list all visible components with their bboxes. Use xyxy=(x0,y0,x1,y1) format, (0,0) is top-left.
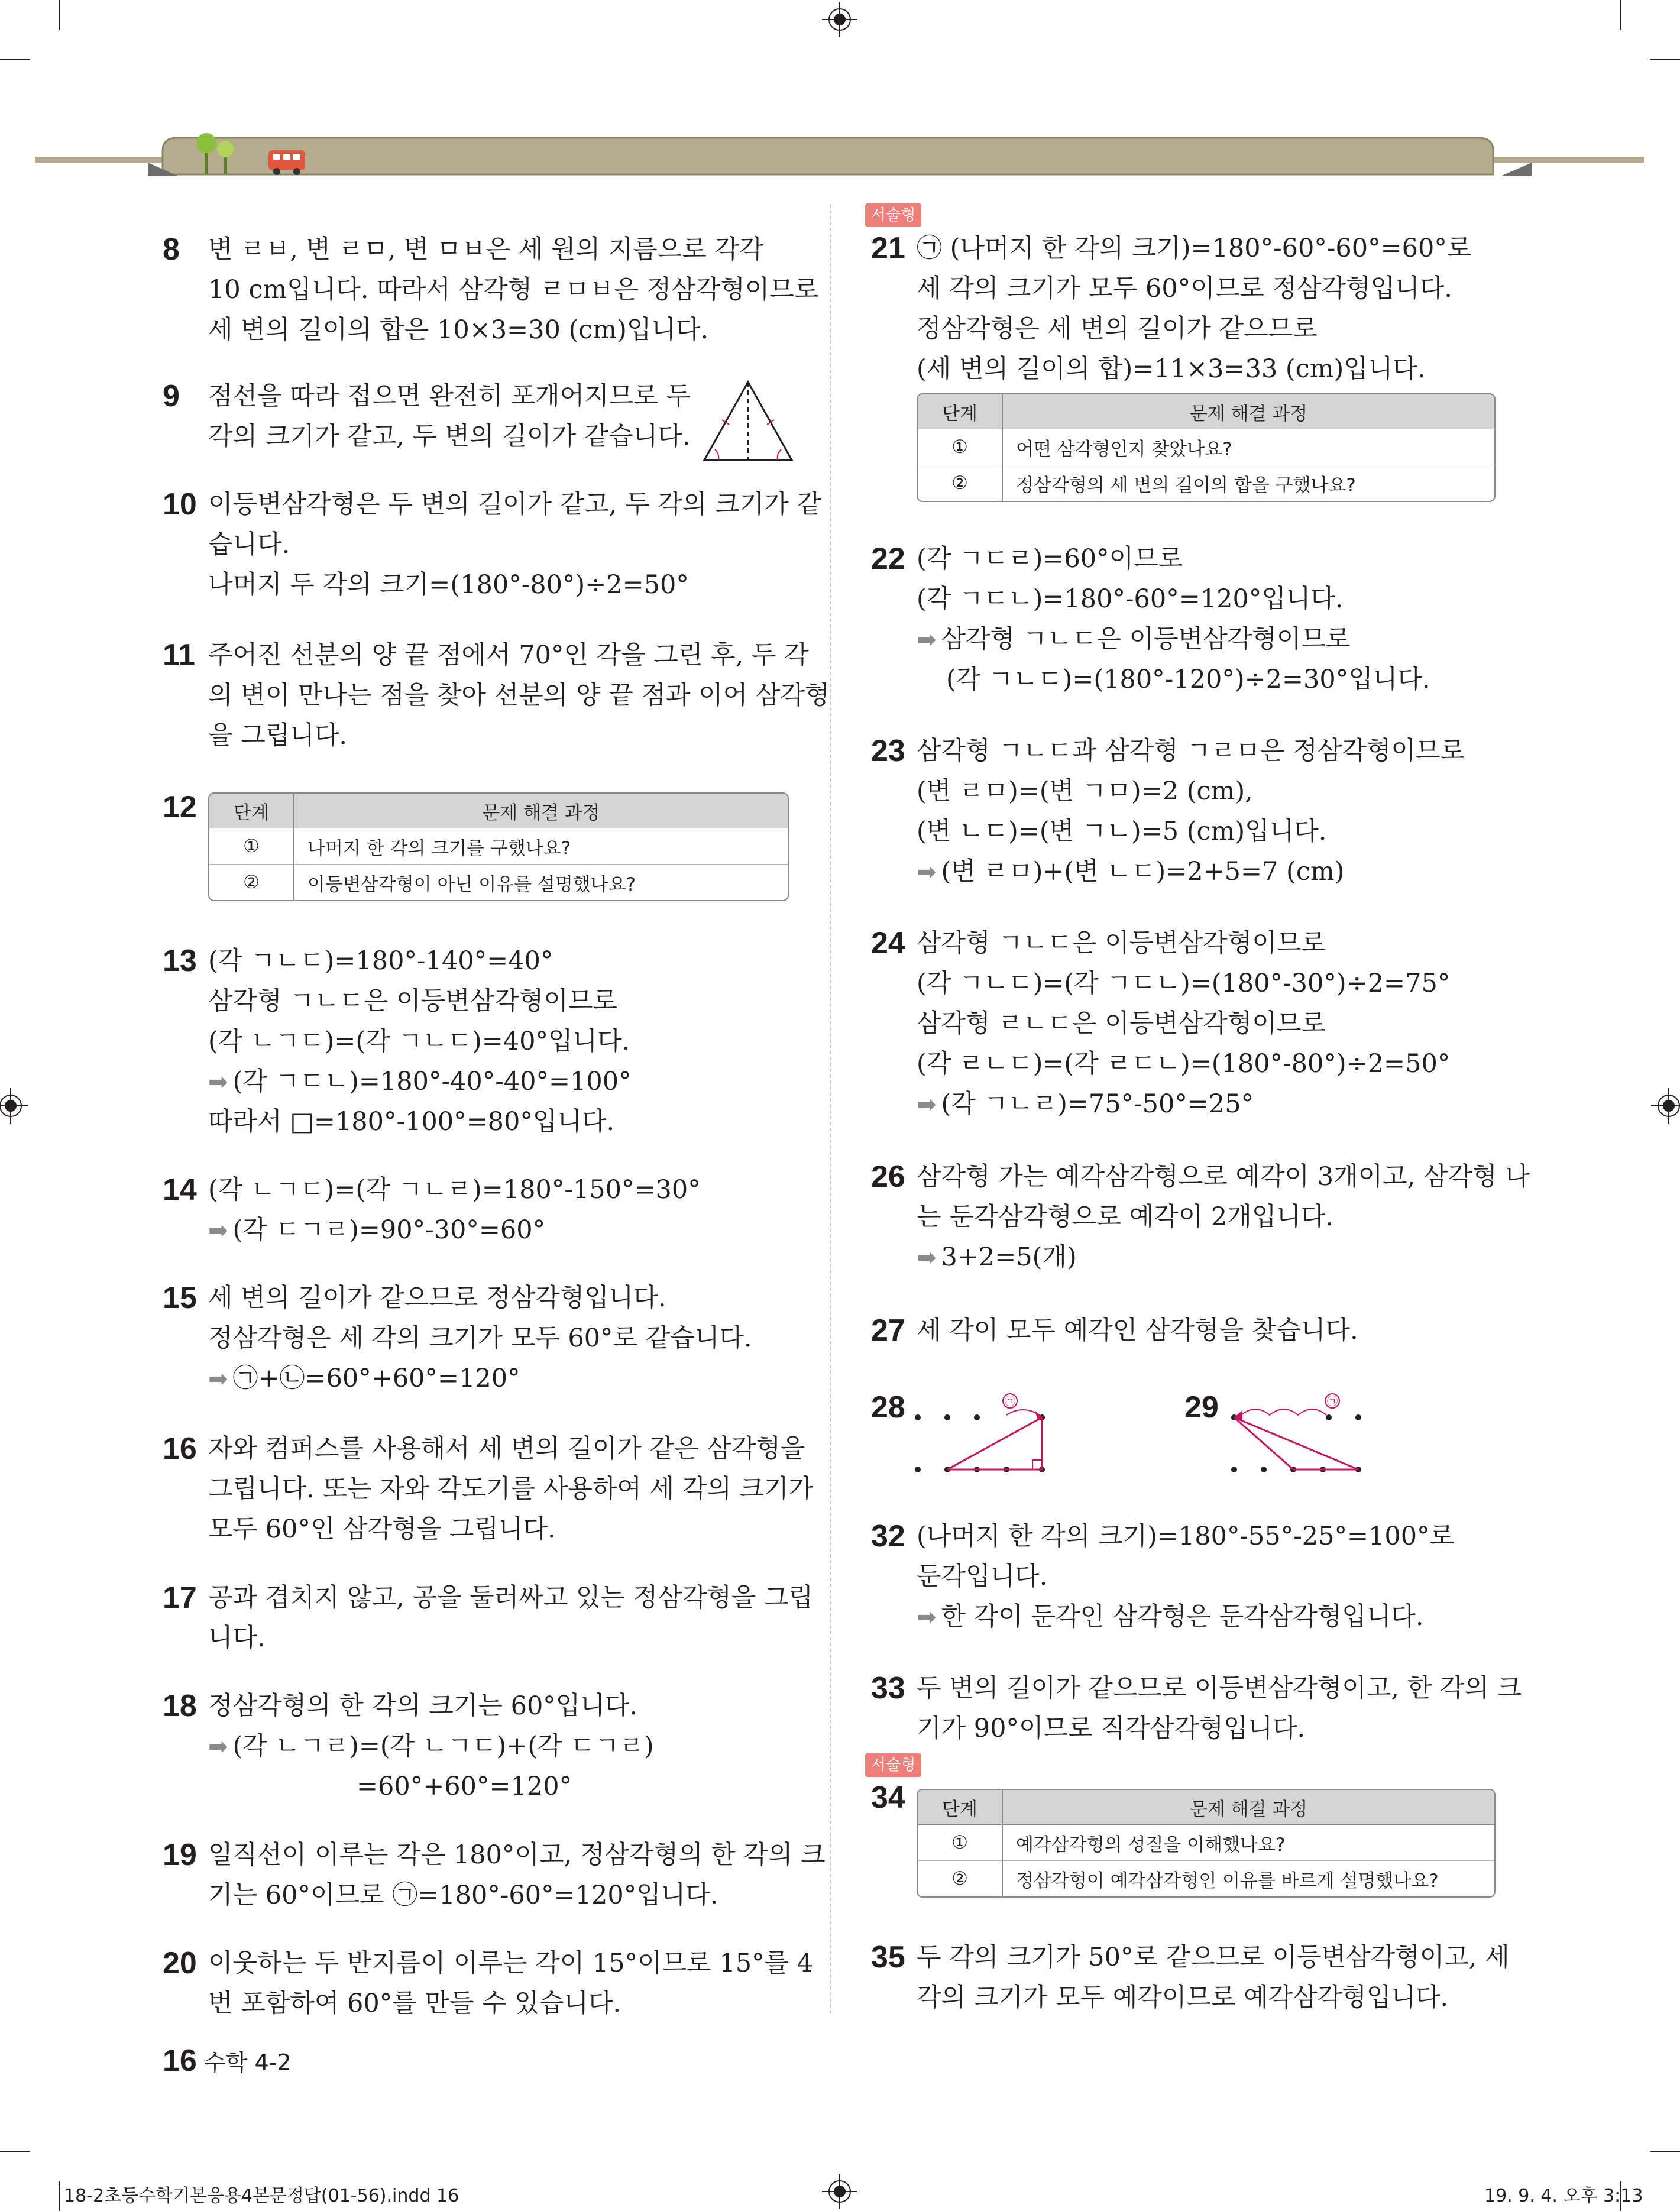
arrow-icon: ➡ xyxy=(917,1244,937,1271)
text-line: 각의 크기가 같고, 두 변의 길이가 같습니다. xyxy=(208,422,691,451)
problem-number: 11 xyxy=(163,638,195,672)
text-line: 10 cm입니다. 따라서 삼각형 ㄹㅁㅂ은 정삼각형이므로 xyxy=(208,275,819,305)
text-line xyxy=(208,1064,632,1100)
text-line: (나머지 한 각의 크기)=180°-55°-25°=100°로 xyxy=(917,1522,1455,1551)
text-line: 그립니다. 또는 자와 각도기를 사용하여 세 각의 크기가 xyxy=(208,1474,814,1504)
text-line: 삼각형 ㄱㄴㄷ과 삼각형 ㄱㄹㅁ은 정삼각형이므로 xyxy=(917,736,1465,766)
arrow-icon: ➡ xyxy=(917,1091,937,1118)
scoring-table xyxy=(917,1789,1496,1898)
page-number: 16 xyxy=(163,2044,197,2078)
table-cell: ① xyxy=(918,1825,1002,1861)
essay-tag: 서술형 xyxy=(865,1753,921,1777)
text-line: 이웃하는 두 반지름이 이루는 각이 15°이므로 15°를 4 xyxy=(208,1948,814,1978)
table-cell: 이등변삼각형이 아닌 이유를 설명했나요? xyxy=(294,865,788,901)
text-line: 모두 60°인 삼각형을 그립니다. xyxy=(208,1514,556,1544)
text-line: =60°+60°=120° xyxy=(357,1772,572,1801)
text-line: 번 포함하여 60°를 만들 수 있습니다. xyxy=(208,1989,621,2018)
text-line: 변 ㄹㅂ, 변 ㄹㅁ, 변 ㅁㅂ은 세 원의 지름으로 각각 xyxy=(208,235,764,264)
problem-number: 33 xyxy=(871,1671,905,1705)
text-line: 두 변의 길이가 같으므로 이등변삼각형이고, 한 각의 크 xyxy=(917,1673,1522,1703)
page-label: 수학 4-2 xyxy=(204,2050,292,2076)
problem-number: 19 xyxy=(163,1838,197,1872)
isosceles-triangle-figure xyxy=(701,378,795,467)
text-line: 따라서 □=180°-100°=80°입니다. xyxy=(208,1107,615,1137)
problem-number: 14 xyxy=(163,1173,197,1207)
table-row xyxy=(918,465,1494,501)
problem-number: 13 xyxy=(163,944,197,978)
arrow-icon: ➡ xyxy=(208,1217,228,1244)
text-line xyxy=(208,1728,654,1765)
table-cell: ② xyxy=(918,1861,1002,1897)
table-header: 단계 xyxy=(918,1790,1002,1825)
text-span: ㉠+㉡=60°+60°=120° xyxy=(232,1364,520,1393)
text-line xyxy=(208,1212,545,1248)
text-line xyxy=(208,1361,520,1397)
text-span: (변 ㄹㅁ)+(변 ㄴㄷ)=2+5=7 (cm) xyxy=(941,857,1345,886)
problem-number: 15 xyxy=(163,1281,197,1315)
text-line: 니다. xyxy=(208,1623,266,1653)
text-span: (각 ㄱㄷㄴ)=180°-40°-40°=100° xyxy=(232,1067,632,1096)
text-line: 세 각이 모두 예각인 삼각형을 찾습니다. xyxy=(917,1316,1358,1345)
problem-number: 28 xyxy=(871,1390,905,1425)
text-span: 한 각이 둔각인 삼각형은 둔각삼각형입니다. xyxy=(941,1602,1424,1631)
footer-date: 19. 9. 4. 오후 3:13 xyxy=(1484,2186,1643,2206)
problem-number: 23 xyxy=(871,734,905,768)
text-line: 삼각형 ㄹㄴㄷ은 이등변삼각형이므로 xyxy=(917,1009,1326,1038)
text-line: 이등변삼각형은 두 변의 길이가 같고, 두 각의 크기가 같 xyxy=(208,490,821,519)
problem-number: 21 xyxy=(871,231,905,266)
text-line xyxy=(917,854,1344,890)
problem-number: 12 xyxy=(163,790,197,824)
problem-number: 17 xyxy=(163,1581,197,1615)
arrow-icon: ➡ xyxy=(208,1069,228,1096)
text-line: 자와 컴퍼스를 사용해서 세 변의 길이가 같은 삼각형을 xyxy=(208,1434,805,1464)
table-cell: 예각삼각형의 성질을 이해했나요? xyxy=(1002,1825,1494,1861)
text-line xyxy=(917,1086,1254,1122)
text-line: 공과 겹치지 않고, 공을 둘러싸고 있는 정삼각형을 그립 xyxy=(208,1583,814,1613)
scoring-table xyxy=(917,393,1496,502)
table-cell: ① xyxy=(918,429,1002,465)
problem-number: 26 xyxy=(871,1160,905,1194)
table-row xyxy=(918,1861,1494,1897)
text-line: 세 변의 길이의 합은 10×3=30 (cm)입니다. xyxy=(208,315,709,345)
problem-number: 34 xyxy=(871,1781,905,1815)
text-line: 기가 90°이므로 직각삼각형입니다. xyxy=(917,1714,1306,1743)
arrow-icon: ➡ xyxy=(917,1604,937,1631)
table-header: 문제 해결 과정 xyxy=(1002,1790,1494,1825)
text-line: (변 ㄹㅁ)=(변 ㄱㅁ)=2 (cm), xyxy=(917,776,1253,806)
text-line xyxy=(917,1239,1077,1276)
table-header: 문제 해결 과정 xyxy=(1002,394,1494,429)
text-span: (각 ㄴㄱㄹ)=(각 ㄴㄱㄷ)+(각 ㄷㄱㄹ) xyxy=(232,1731,654,1761)
arrow-icon: ➡ xyxy=(917,859,937,886)
text-line: ㉠ (나머지 한 각의 크기)=180°-60°-60°=60°로 xyxy=(917,234,1472,263)
text-line: 삼각형 가는 예각삼각형으로 예각이 3개이고, 삼각형 나 xyxy=(917,1162,1530,1192)
text-line: 기는 60°이므로 ㉠=180°-60°=120°입니다. xyxy=(208,1880,718,1910)
text-line: 삼각형 ㄱㄴㄷ은 이등변삼각형이므로 xyxy=(208,986,617,1016)
text-line: 세 변의 길이가 같으므로 정삼각형입니다. xyxy=(208,1283,666,1313)
problem-number: 16 xyxy=(163,1432,197,1466)
problem-number: 10 xyxy=(163,487,197,522)
text-line: 는 둔각삼각형으로 예각이 2개입니다. xyxy=(917,1202,1334,1232)
obtuse-triangle-figure xyxy=(1227,1387,1381,1487)
arrow-icon: ➡ xyxy=(917,626,937,653)
problem-number: 35 xyxy=(871,1940,905,1974)
problem-number: 27 xyxy=(871,1313,905,1348)
table-header: 단계 xyxy=(918,394,1002,429)
problem-number: 24 xyxy=(871,926,905,960)
table-cell: 정삼각형이 예각삼각형인 이유를 바르게 설명했나요? xyxy=(1002,1861,1494,1897)
text-line: (각 ㄴㄱㄷ)=(각 ㄱㄴㄹ)=180°-150°=30° xyxy=(208,1175,701,1205)
text-line: 삼각형 ㄱㄴㄷ은 이등변삼각형이므로 xyxy=(917,928,1326,958)
text-line: 습니다. xyxy=(208,530,290,559)
table-row xyxy=(918,429,1494,465)
text-line: 을 그립니다. xyxy=(208,721,348,750)
text-line xyxy=(917,621,1350,658)
table-header: 문제 해결 과정 xyxy=(294,794,788,828)
figure-label: ㉠ xyxy=(1327,1396,1338,1408)
problem-number: 22 xyxy=(871,542,905,576)
text-line: (각 ㄱㄴㄷ)=(각 ㄱㄷㄴ)=(180°-30°)÷2=75° xyxy=(917,969,1451,998)
problem-number: 32 xyxy=(871,1519,905,1553)
scoring-table xyxy=(208,792,789,901)
text-line: 정삼각형의 한 각의 크기는 60°입니다. xyxy=(208,1691,638,1721)
text-line: (각 ㄱㄷㄴ)=180°-60°=120°입니다. xyxy=(917,584,1344,614)
arrow-icon: ➡ xyxy=(208,1733,228,1760)
table-cell: 정삼각형의 세 변의 길이의 합을 구했나요? xyxy=(1002,465,1494,501)
figure-label: ㉠ xyxy=(1005,1396,1015,1408)
text-line: 점선을 따라 접으면 완전히 포개어지므로 두 xyxy=(208,381,691,411)
table-cell: 어떤 삼각형인지 찾았나요? xyxy=(1002,429,1494,465)
table-header: 단계 xyxy=(209,794,294,828)
text-line: 나머지 두 각의 크기=(180°-80°)÷2=50° xyxy=(208,570,689,600)
text-line: (각 ㄹㄴㄷ)=(각 ㄹㄷㄴ)=(180°-80°)÷2=50° xyxy=(917,1049,1451,1079)
text-line: 두 각의 크기가 50°로 같으므로 이등변삼각형이고, 세 xyxy=(917,1943,1510,1972)
text-line: (각 ㄱㄴㄷ)=180°-140°=40° xyxy=(208,946,553,976)
text-span: (각 ㄷㄱㄹ)=90°-30°=60° xyxy=(232,1215,546,1245)
table-cell: 나머지 한 각의 크기를 구했나요? xyxy=(294,828,788,865)
text-line: (각 ㄱㄷㄹ)=60°이므로 xyxy=(917,544,1183,574)
table-row xyxy=(918,1825,1494,1861)
text-span: 삼각형 ㄱㄴㄷ은 이등변삼각형이므로 xyxy=(941,624,1351,654)
text-line: (변 ㄴㄷ)=(변 ㄱㄴ)=5 (cm)입니다. xyxy=(917,817,1327,846)
text-line: 정삼각형은 세 변의 길이가 같으므로 xyxy=(917,314,1318,344)
essay-tag: 서술형 xyxy=(865,203,921,227)
table-row xyxy=(209,828,788,865)
arrow-icon: ➡ xyxy=(208,1365,228,1393)
table-cell: ② xyxy=(209,865,294,901)
text-line: 세 각의 크기가 모두 60°이므로 정삼각형입니다. xyxy=(917,274,1452,303)
text-line: 정삼각형은 세 각의 크기가 모두 60°로 같습니다. xyxy=(208,1323,752,1353)
text-span: (각 ㄱㄴㄹ)=75°-50°=25° xyxy=(941,1089,1254,1119)
text-line: (각 ㄴㄱㄷ)=(각 ㄱㄴㄷ)=40°입니다. xyxy=(208,1027,630,1056)
text-line: 주어진 선분의 양 끝 점에서 70°인 각을 그린 후, 두 각 xyxy=(208,640,809,670)
column-divider xyxy=(830,204,831,2013)
text-line xyxy=(917,1599,1424,1635)
problem-number: 9 xyxy=(163,379,180,413)
text-span: 3+2=5(개) xyxy=(941,1242,1077,1272)
table-cell: ① xyxy=(209,828,294,865)
footer-filename: 18-2초등수학기본응용4본문정답(01-56).indd 16 xyxy=(64,2186,459,2206)
table-cell: ② xyxy=(918,465,1002,501)
tree-icon xyxy=(195,130,242,177)
text-line: 둔각입니다. xyxy=(917,1562,1048,1591)
problem-number: 18 xyxy=(163,1689,197,1723)
table-row xyxy=(209,865,788,901)
text-line: (세 변의 길이의 합)=11×3=33 (cm)입니다. xyxy=(917,354,1426,384)
problem-number: 29 xyxy=(1184,1390,1219,1425)
text-line: 각의 크기가 모두 예각이므로 예각삼각형입니다. xyxy=(917,1983,1449,2012)
bus-icon xyxy=(267,148,309,177)
problem-number: 8 xyxy=(163,232,180,267)
text-line: (각 ㄱㄴㄷ)=(180°-120°)÷2=30°입니다. xyxy=(946,665,1430,694)
text-line: 일직선이 이루는 각은 180°이고, 정삼각형의 한 각의 크 xyxy=(208,1840,826,1870)
problem-number: 20 xyxy=(163,1946,197,1980)
text-line: 의 변이 만나는 점을 찾아 선분의 양 끝 점과 이어 삼각형 xyxy=(208,681,830,710)
right-triangle-figure xyxy=(911,1387,1064,1487)
